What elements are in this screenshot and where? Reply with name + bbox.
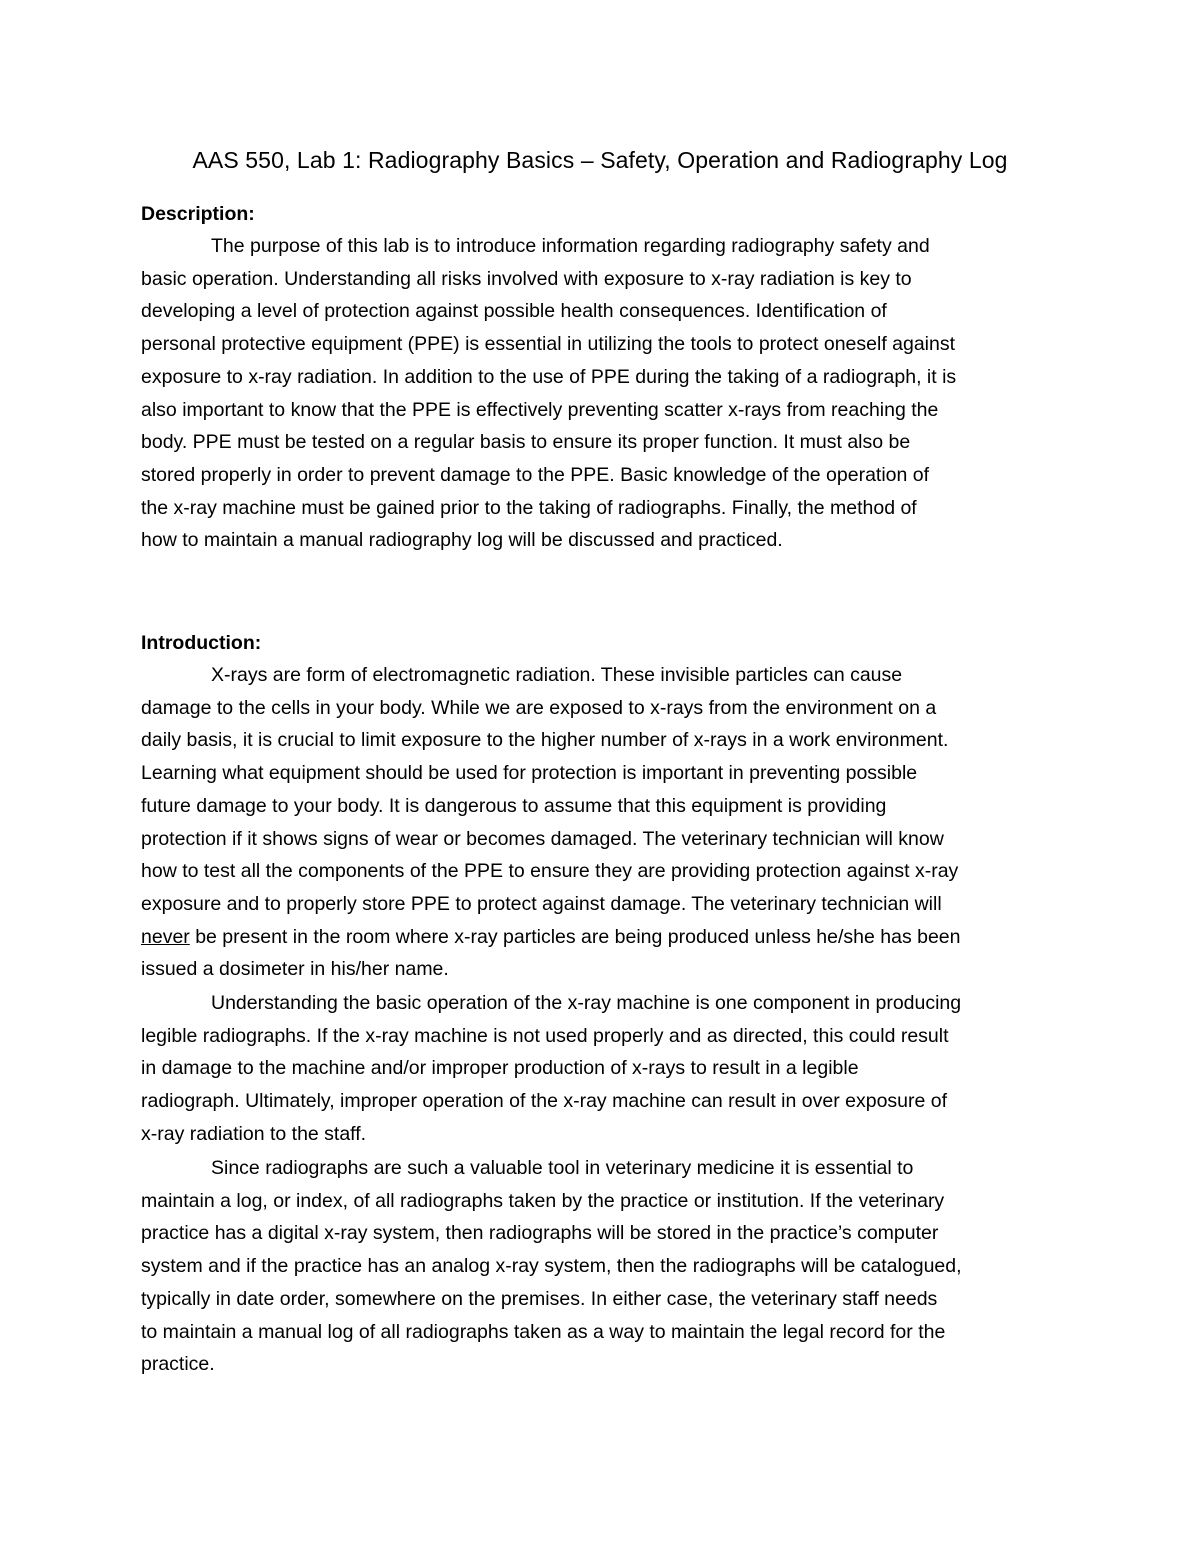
paragraph-line: practice. <box>141 1353 215 1376</box>
paragraph-line: how to maintain a manual radiography log will be discussed and practiced. <box>141 529 783 552</box>
paragraph-line: daily basis, it is crucial to limit exposure to the higher number of x-rays in a work environment. <box>141 729 949 752</box>
paragraph-line: in damage to the machine and/or improper production of x-rays to result in a legible <box>141 1057 859 1080</box>
paragraph-line: body. PPE must be tested on a regular basis to ensure its proper function. It must also be <box>141 431 911 454</box>
line-continuation: be present in the room where x-ray particles are being produced unless he/she has been <box>189 925 961 948</box>
paragraph-line: basic operation. Understanding all risks involved with exposure to x-ray radiation is key to <box>141 267 912 290</box>
paragraph-line: future damage to your body. It is dangerous to assume that this equipment is providing <box>141 794 887 817</box>
paragraph-line: typically in date order, somewhere on the premises. In either case, the veterinary staff needs <box>141 1287 938 1310</box>
introduction-paragraph-2 <box>141 987 1081 1151</box>
description-heading: Description: <box>141 203 255 225</box>
paragraph-line <box>141 921 1081 954</box>
paragraph-line: x-ray radiation to the staff. <box>141 1122 367 1145</box>
paragraph-line: legible radiographs. If the x-ray machine is not used properly and as directed, this could result <box>141 1024 949 1047</box>
introduction-paragraph-1 <box>141 659 1081 986</box>
paragraph-line: exposure and to properly store PPE to protect against damage. The veterinary technician will <box>141 892 942 915</box>
paragraph-line: personal protective equipment (PPE) is essential in utilizing the tools to protect oneself against <box>141 333 956 356</box>
paragraph-line: protection if it shows signs of wear or becomes damaged. The veterinary technician will know <box>141 827 944 850</box>
description-paragraph <box>141 230 1081 557</box>
paragraph-line: The purpose of this lab is to introduce information regarding radiography safety and <box>211 235 930 257</box>
paragraph-line: to maintain a manual log of all radiographs taken as a way to maintain the legal record for the <box>141 1320 946 1343</box>
paragraph-line: the x-ray machine must be gained prior to the taking of radiographs. Finally, the method of <box>141 496 917 519</box>
introduction-paragraph-3 <box>141 1152 1081 1381</box>
paragraph-line: system and if the practice has an analog x-ray system, then the radiographs will be catalogued, <box>141 1255 962 1278</box>
introduction-heading: Introduction: <box>141 632 262 654</box>
paragraph-line: maintain a log, or index, of all radiographs taken by the practice or institution. If the veterinary <box>141 1189 945 1212</box>
paragraph-line: exposure to x-ray radiation. In addition to the use of PPE during the taking of a radiograph, it is <box>141 365 957 388</box>
paragraph-line: Learning what equipment should be used for protection is important in preventing possible <box>141 762 918 785</box>
paragraph-line: stored properly in order to prevent damage to the PPE. Basic knowledge of the operation of <box>141 463 930 486</box>
paragraph-line: developing a level of protection against possible health consequences. Identification of <box>141 300 887 323</box>
paragraph-line: damage to the cells in your body. While we are exposed to x-rays from the environment on a <box>141 696 937 719</box>
paragraph-line: X-rays are form of electromagnetic radiation. These invisible particles can cause <box>211 664 903 686</box>
document-title: AAS 550, Lab 1: Radiography Basics – Safety, Operation and Radiography Log <box>192 147 1008 173</box>
underlined-word: never <box>141 925 190 948</box>
paragraph-line: how to test all the components of the PPE to ensure they are providing protection against x-ray <box>141 860 959 883</box>
paragraph-line: Since radiographs are such a valuable tool in veterinary medicine it is essential to <box>211 1157 914 1179</box>
paragraph-line: issued a dosimeter in his/her name. <box>141 958 449 981</box>
paragraph-line: also important to know that the PPE is effectively preventing scatter x-rays from reaching the <box>141 398 939 421</box>
paragraph-line: Understanding the basic operation of the x-ray machine is one component in producing <box>211 992 962 1014</box>
paragraph-line: radiograph. Ultimately, improper operation of the x-ray machine can result in over exposure of <box>141 1090 948 1113</box>
paragraph-line: practice has a digital x-ray system, then radiographs will be stored in the practice’s computer <box>141 1222 939 1245</box>
